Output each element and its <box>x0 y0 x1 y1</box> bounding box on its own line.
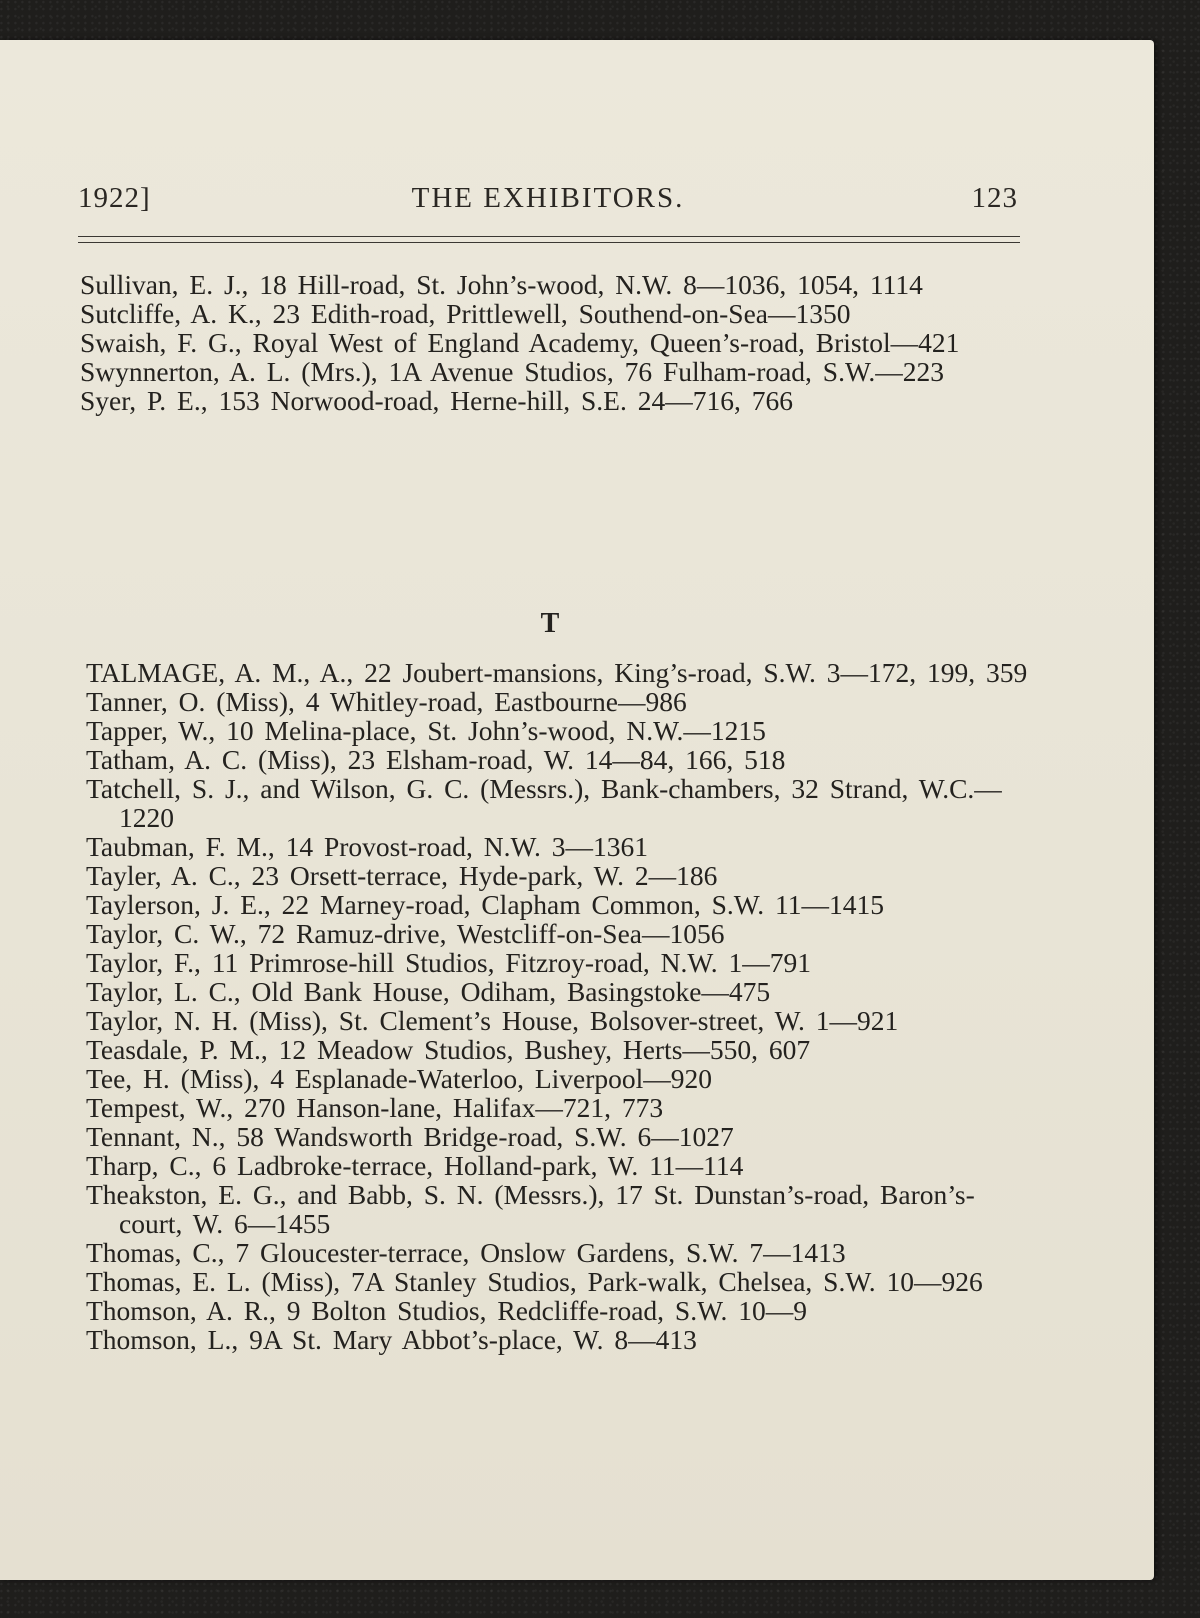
list-item: Sutcliffe, A. K., 23 Edith-road, Prittlewell, Southend-on-Sea—1350 <box>80 298 851 329</box>
header-rule-top <box>78 236 1020 237</box>
page-number: 123 <box>971 182 1018 214</box>
header-rule-bottom <box>78 242 1020 243</box>
list-item: Theakston, E. G., and Babb, S. N. (Messrs.), 17 St. Dunstan’s-road, Baron’s-court, W. 6—1455 <box>86 1179 975 1239</box>
list-item: Thomas, E. L. (Miss), 7A Stanley Studios, Park-walk, Chelsea, S.W. 10—926 <box>86 1266 983 1297</box>
running-header <box>78 182 1018 222</box>
list-item: Swaish, F. G., Royal West of England Academy, Queen’s-road, Bristol—421 <box>80 327 960 358</box>
header-year: 1922] <box>78 182 151 214</box>
list-item: Tempest, W., 270 Hanson-lane, Halifax—721, 773 <box>86 1092 664 1123</box>
list-item: Teasdale, P. M., 12 Meadow Studios, Bushey, Herts—550, 607 <box>86 1034 811 1065</box>
list-item: Syer, P. E., 153 Norwood-road, Herne-hill, S.E. 24—716, 766 <box>80 385 793 416</box>
list-item: Tatchell, S. J., and Wilson, G. C. (Messrs.), Bank-chambers, 32 Strand, W.C.—1220 <box>86 773 1002 833</box>
list-item: Taylor, F., 11 Primrose-hill Studios, Fitzroy-road, N.W. 1—791 <box>86 947 812 978</box>
list-item: Taylor, N. H. (Miss), St. Clement’s House, Bolsover-street, W. 1—921 <box>86 1005 899 1036</box>
list-item: Tennant, N., 58 Wandsworth Bridge-road, S.W. 6—1027 <box>86 1121 734 1152</box>
list-item: TALMAGE, A. M., A., 22 Joubert-mansions, King’s-road, S.W. 3—172, 199, 359 <box>86 657 1028 688</box>
list-item: Tatham, A. C. (Miss), 23 Elsham-road, W. 14—84, 166, 518 <box>86 744 786 775</box>
list-item: Tee, H. (Miss), 4 Esplanade-Waterloo, Liverpool—920 <box>86 1063 713 1094</box>
list-item: Taylor, C. W., 72 Ramuz-drive, Westcliff-on-Sea—1056 <box>86 918 725 949</box>
list-item: Thomas, C., 7 Gloucester-terrace, Onslow Gardens, S.W. 7—1413 <box>86 1237 846 1268</box>
section-t-list <box>86 658 1031 1354</box>
list-item: Sullivan, E. J., 18 Hill-road, St. John’s-wood, N.W. 8—1036, 1054, 1114 <box>80 269 923 300</box>
list-item: Taylor, L. C., Old Bank House, Odiham, Basingstoke—475 <box>86 976 771 1007</box>
list-item: Tayler, A. C., 23 Orsett-terrace, Hyde-park, W. 2—186 <box>86 860 718 891</box>
page-title: THE EXHIBITORS. <box>411 182 685 214</box>
list-item: Tanner, O. (Miss), 4 Whitley-road, Eastbourne—986 <box>86 686 687 717</box>
list-item: Tapper, W., 10 Melina-place, St. John’s-wood, N.W.—1215 <box>86 715 766 746</box>
list-item: Thomson, L., 9A St. Mary Abbot’s-place, W. 8—413 <box>86 1324 697 1355</box>
section-letter-heading: T <box>540 608 560 639</box>
list-item: Swynnerton, A. L. (Mrs.), 1A Avenue Studios, 76 Fulham-road, S.W.—223 <box>80 356 945 387</box>
list-item: Taubman, F. M., 14 Provost-road, N.W. 3—1361 <box>86 831 648 862</box>
list-item: Thomson, A. R., 9 Bolton Studios, Redcliffe-road, S.W. 10—9 <box>86 1295 808 1326</box>
book-page <box>0 40 1154 1580</box>
list-item: Taylerson, J. E., 22 Marney-road, Clapham Common, S.W. 11—1415 <box>86 889 884 920</box>
section-s-list <box>80 270 1025 415</box>
list-item: Tharp, C., 6 Ladbroke-terrace, Holland-park, W. 11—114 <box>86 1150 744 1181</box>
